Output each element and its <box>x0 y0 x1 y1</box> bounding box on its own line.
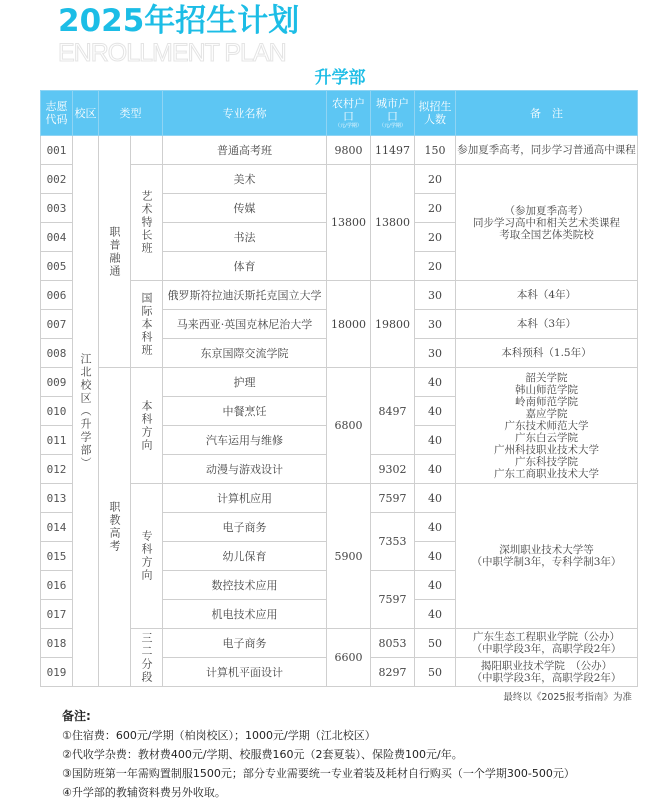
subtype-cell <box>131 136 163 165</box>
rural-fee-cell: 6800 <box>327 368 371 484</box>
count-cell: 30 <box>415 310 456 339</box>
count-cell: 50 <box>415 658 456 687</box>
header-rural <box>327 91 371 136</box>
code-cell: 017 <box>41 600 73 629</box>
page-subtitle: ENROLLMENT PLAN <box>58 39 286 67</box>
major-cell: 计算机平面设计 <box>163 658 327 687</box>
code-cell: 009 <box>41 368 73 397</box>
count-cell: 20 <box>415 165 456 194</box>
type-cell-text: 职教高考 <box>108 501 121 553</box>
header-urban <box>371 91 415 136</box>
final-note: 最终以《2025报考指南》为准 <box>503 692 632 703</box>
remark-item: ①住宿费：600元/学期（柏岗校区）；1000元/学期（江北校区） <box>62 729 376 742</box>
remark-item: ④升学部的教辅资料费另外收取。 <box>62 786 226 799</box>
rural-unit: （元/学期） <box>335 122 362 129</box>
table-row <box>41 484 638 513</box>
count-cell: 40 <box>415 484 456 513</box>
urban-label: 城市户口 <box>376 96 409 123</box>
major-cell: 计算机应用 <box>163 484 327 513</box>
note-cell: 揭阳职业技术学院 （公办） （中职学段3年，高职学段2年） <box>456 658 638 687</box>
subtype-cell <box>131 484 163 629</box>
header-major: 专业名称 <box>163 91 327 136</box>
count-cell: 40 <box>415 571 456 600</box>
count-cell: 30 <box>415 339 456 368</box>
count-cell: 40 <box>415 455 456 484</box>
code-cell: 012 <box>41 455 73 484</box>
type-cell <box>99 368 131 687</box>
note-cell: 广东生态工程职业学院（公办） （中职学段3年，高职学段2年） <box>456 629 638 658</box>
rural-fee-cell: 18000 <box>327 281 371 368</box>
rural-fee-cell: 9800 <box>327 136 371 165</box>
major-cell: 普通高考班 <box>163 136 327 165</box>
count-cell: 40 <box>415 600 456 629</box>
major-cell: 动漫与游戏设计 <box>163 455 327 484</box>
code-cell: 006 <box>41 281 73 310</box>
header-note: 备 注 <box>456 91 638 136</box>
code-cell: 007 <box>41 310 73 339</box>
major-cell: 美术 <box>163 165 327 194</box>
remark-item: ③国防班第一年需购置制服1500元；部分专业需要统一专业着装及耗材自行购买（一个学期300-500元） <box>62 767 575 780</box>
code-cell: 014 <box>41 513 73 542</box>
urban-fee-cell: 11497 <box>371 136 415 165</box>
count-cell: 40 <box>415 397 456 426</box>
note-cell: 深圳职业技术大学等 （中职学制3年，专科学制3年） <box>456 484 638 629</box>
code-cell: 003 <box>41 194 73 223</box>
urban-fee-cell: 8053 <box>371 629 415 658</box>
code-cell: 010 <box>41 397 73 426</box>
subtype-cell-text: 本科方向 <box>140 399 153 452</box>
count-cell: 30 <box>415 281 456 310</box>
major-cell: 东京国際交流学院 <box>163 339 327 368</box>
rural-fee-cell: 6600 <box>327 629 371 687</box>
page-title: 2025年招生计划 <box>58 3 300 39</box>
header-type: 类型 <box>99 91 163 136</box>
urban-unit: （元/学期） <box>379 122 406 129</box>
header-code: 志愿代码 <box>41 91 73 136</box>
note-cell: 本科（4年） <box>456 281 638 310</box>
code-cell: 015 <box>41 542 73 571</box>
major-cell: 幼儿保育 <box>163 542 327 571</box>
subtype-cell <box>131 281 163 368</box>
subtype-cell-text: 三二分段 <box>140 631 153 684</box>
count-cell: 20 <box>415 223 456 252</box>
count-cell: 40 <box>415 513 456 542</box>
campus-cell <box>73 136 99 687</box>
table-row <box>41 368 638 397</box>
code-cell: 016 <box>41 571 73 600</box>
remarks-heading: 备注: <box>62 709 91 723</box>
major-cell: 俄罗斯符拉迪沃斯托克国立大学 <box>163 281 327 310</box>
type-cell-text: 职普融通 <box>108 225 121 278</box>
count-cell: 40 <box>415 368 456 397</box>
header-campus: 校区 <box>73 91 99 136</box>
table-header <box>41 91 638 136</box>
note-cell: 本科预科（1.5年） <box>456 339 638 368</box>
table-row <box>41 165 638 194</box>
note-cell: 韶关学院 韩山师范学院 岭南师范学院 嘉应学院 广东技术师范大学 广东白云学院 广州科技职业技术大学 广东科技学院 广东工商职业技术大学 <box>456 368 638 484</box>
code-cell: 019 <box>41 658 73 687</box>
major-cell: 电子商务 <box>163 513 327 542</box>
urban-fee-cell: 9302 <box>371 455 415 484</box>
major-cell: 马来西亚·英国克林尼治大学 <box>163 310 327 339</box>
rural-label: 农村户口 <box>332 96 365 123</box>
major-cell: 汽车运用与维修 <box>163 426 327 455</box>
count-cell: 20 <box>415 194 456 223</box>
remarks <box>62 707 650 802</box>
department-title: 升学部 <box>314 68 366 88</box>
code-cell: 001 <box>41 136 73 165</box>
code-cell: 002 <box>41 165 73 194</box>
major-cell: 中餐烹饪 <box>163 397 327 426</box>
page-header <box>0 0 650 90</box>
major-cell: 传媒 <box>163 194 327 223</box>
urban-fee-cell: 7597 <box>371 484 415 513</box>
code-cell: 018 <box>41 629 73 658</box>
urban-fee-cell: 8297 <box>371 658 415 687</box>
count-cell: 50 <box>415 629 456 658</box>
campus-cell-text: 江北校区（升学部） <box>79 352 92 470</box>
code-cell: 008 <box>41 339 73 368</box>
urban-fee-cell: 7353 <box>371 513 415 571</box>
count-cell: 40 <box>415 426 456 455</box>
note-cell: 参加夏季高考，同步学习普通高中课程 <box>456 136 638 165</box>
table-row <box>41 281 638 310</box>
subtype-cell <box>131 165 163 281</box>
urban-fee-cell: 13800 <box>371 165 415 281</box>
rural-fee-cell: 13800 <box>327 165 371 281</box>
table-row <box>41 629 638 658</box>
code-cell: 004 <box>41 223 73 252</box>
urban-fee-cell: 7597 <box>371 571 415 629</box>
subtype-cell-text: 国际本科班 <box>140 291 153 357</box>
count-cell: 40 <box>415 542 456 571</box>
remark-item: ②代收学杂费：教材费400元/学期、校服费160元（2套夏装）、保险费100元/年。 <box>62 748 463 761</box>
rural-fee-cell: 5900 <box>327 484 371 629</box>
subtype-cell-text: 艺术特长班 <box>140 190 153 255</box>
code-cell: 013 <box>41 484 73 513</box>
major-cell: 体育 <box>163 252 327 281</box>
subtype-cell <box>131 629 163 687</box>
header-count: 拟招生人数 <box>415 91 456 136</box>
count-cell: 20 <box>415 252 456 281</box>
major-cell: 数控技术应用 <box>163 571 327 600</box>
code-cell: 005 <box>41 252 73 281</box>
enrollment-table <box>40 90 638 687</box>
table-row <box>41 136 638 165</box>
code-cell: 011 <box>41 426 73 455</box>
note-cell: 本科（3年） <box>456 310 638 339</box>
subtype-cell <box>131 368 163 484</box>
major-cell: 电子商务 <box>163 629 327 658</box>
urban-fee-cell: 8497 <box>371 368 415 455</box>
type-cell <box>99 136 131 368</box>
major-cell: 机电技术应用 <box>163 600 327 629</box>
count-cell: 150 <box>415 136 456 165</box>
major-cell: 护理 <box>163 368 327 397</box>
subtype-cell-text: 专科方向 <box>140 530 153 582</box>
major-cell: 书法 <box>163 223 327 252</box>
note-cell: （参加夏季高考） 同步学习高中和相关艺术类课程 考取全国艺体类院校 <box>456 165 638 281</box>
urban-fee-cell: 19800 <box>371 281 415 368</box>
